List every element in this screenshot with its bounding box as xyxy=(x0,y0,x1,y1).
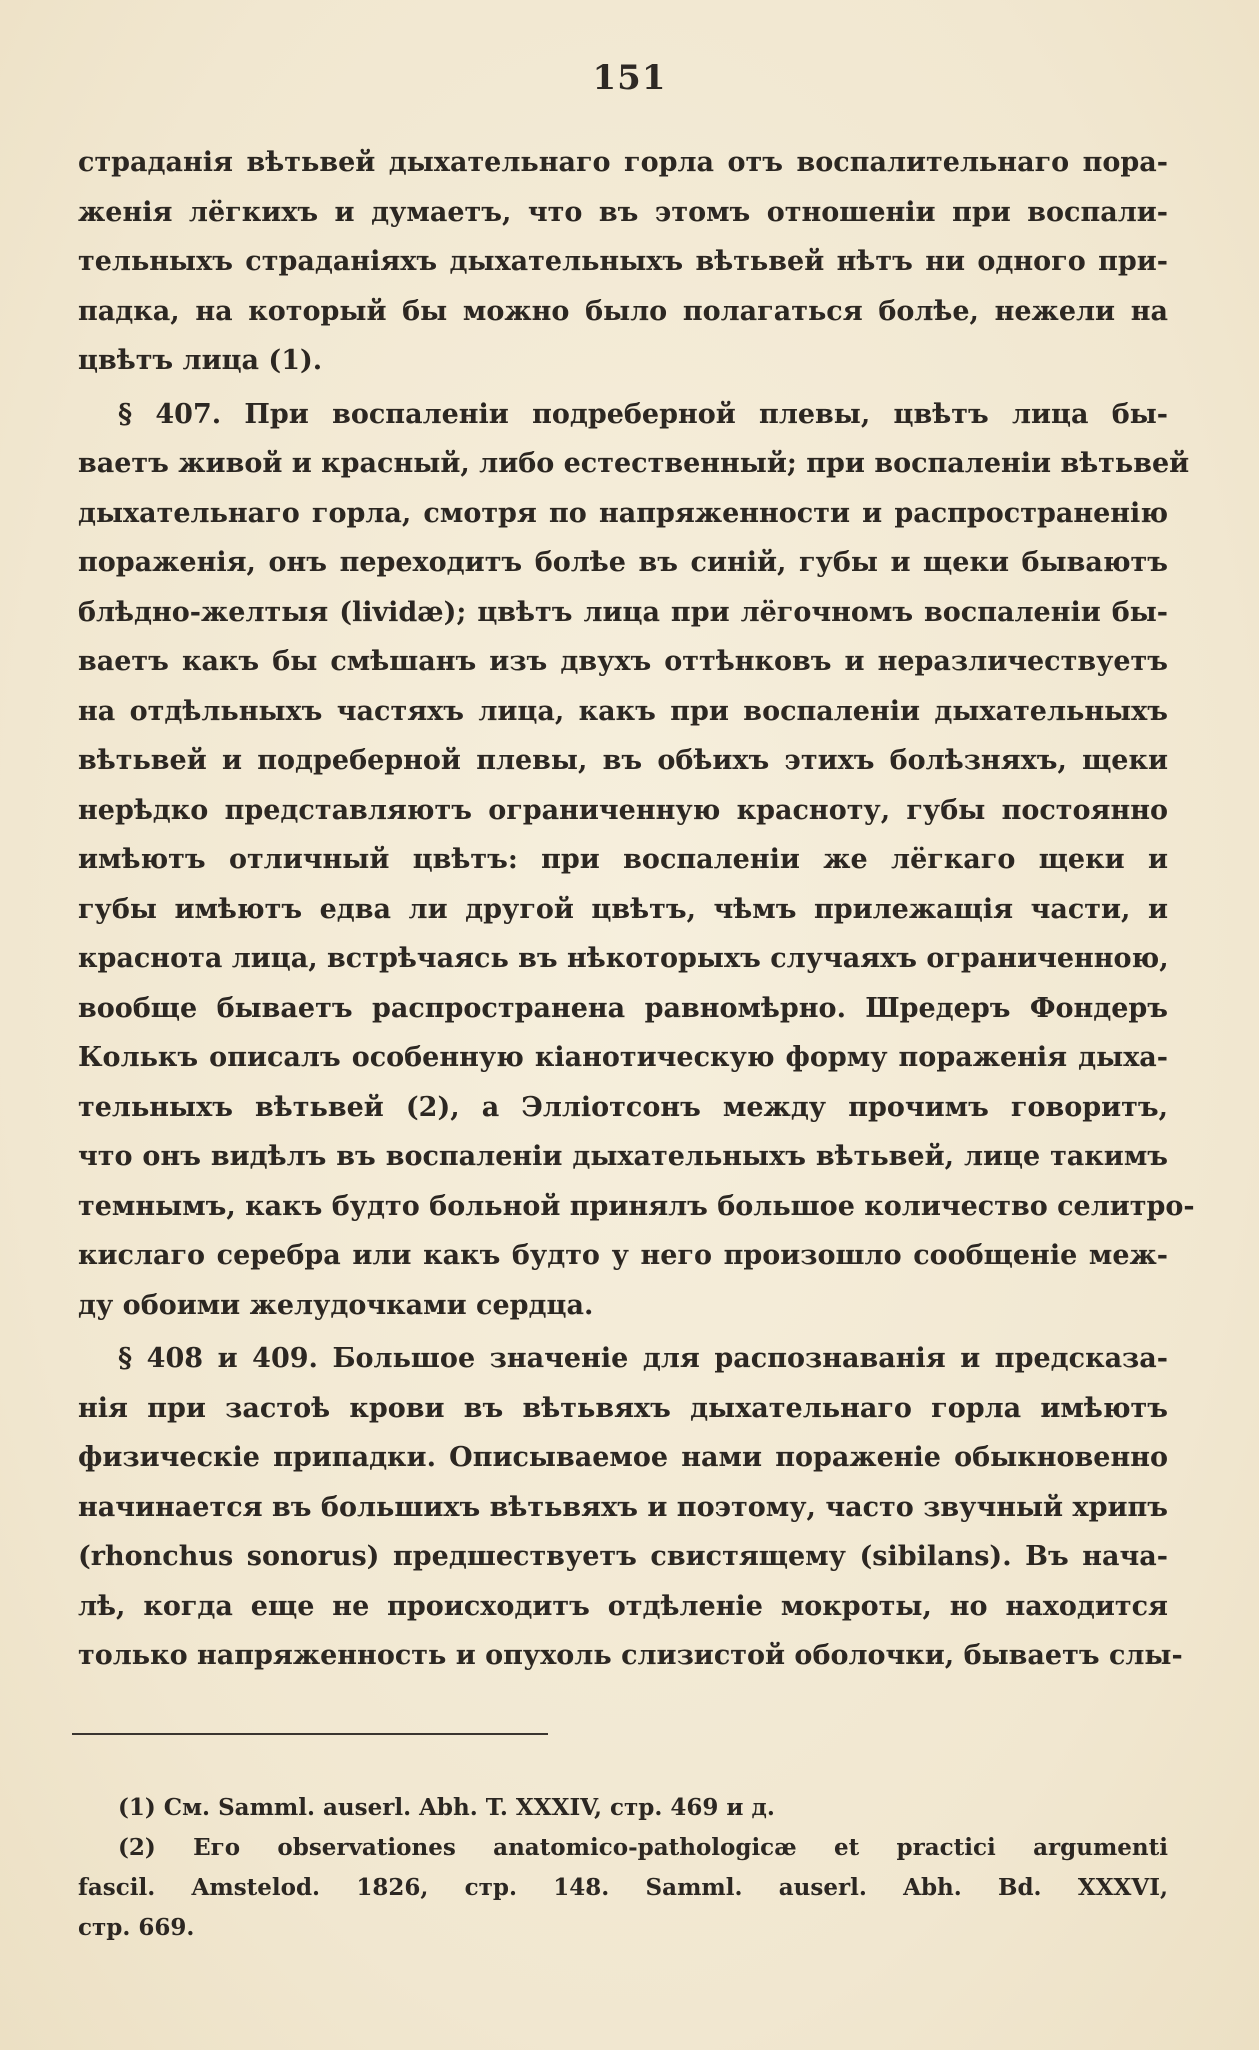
text-line: нія при застоѣ крови въ вѣтьвяхъ дыхательнаго горла имѣютъ xyxy=(78,1392,1168,1424)
main-text xyxy=(78,138,1195,1681)
text-line: ваетъ какъ бы смѣшанъ изъ двухъ оттѣнковъ и неразличествуетъ xyxy=(78,646,1168,677)
text-line: Колькъ описалъ особенную кіанотическую форму пораженія дыха- xyxy=(78,1042,1168,1073)
text-line: ду обоими желудочками сердца. xyxy=(78,1289,594,1321)
text-line: лѣ, когда еще не происходитъ отдѣленіе мокроты, но находится xyxy=(78,1590,1168,1622)
text-line: только напряженность и опухоль слизистой оболочки, бываетъ слы- xyxy=(78,1640,1183,1671)
text-line: физическіе припадки. Описываемое нами пораженіе обыкновенно xyxy=(78,1442,1168,1473)
text-line: губы имѣютъ едва ли другой цвѣтъ, чѣмъ прилежащія части, и xyxy=(78,893,1168,925)
text-line: пораженія, онъ переходитъ болѣе въ синій, губы и щеки бываютъ xyxy=(78,547,1168,578)
text-line: страданія вѣтьвей дыхательнаго горла отъ воспалительнаго пора- xyxy=(78,147,1168,178)
text-line: цвѣтъ лица (1). xyxy=(78,345,323,376)
text-line: § 408 и 409. Большое значеніе для распознаванія и предсказа- xyxy=(118,1343,1168,1374)
text-line: падка, на который бы можно было полагаться болѣе, нежели на xyxy=(78,295,1168,327)
text-line: краснота лица, встрѣчаясь въ нѣкоторыхъ случаяхъ ограниченною, xyxy=(78,943,1169,974)
text-line: темнымъ, какъ будто больной принялъ большое количество селитро- xyxy=(78,1190,1195,1222)
footnotes xyxy=(78,1788,1168,1948)
footnote-line: fascil. Amstelod. 1826, стр. 148. Samml. auserl. Abh. Bd. XXXVI, xyxy=(78,1874,1168,1901)
text-line: тельныхъ страданіяхъ дыхательныхъ вѣтьвей нѣтъ ни одного при- xyxy=(78,246,1168,277)
text-line: блѣдно-желтыя (lividæ); цвѣтъ лица при лёгочномъ воспаленіи бы- xyxy=(78,596,1168,628)
text-line: вообще бываетъ распространена равномѣрно. Шредеръ Фондеръ xyxy=(78,992,1168,1024)
text-line: тельныхъ вѣтьвей (2), а Эллiотсонъ между прочимъ говоритъ, xyxy=(78,1091,1168,1123)
text-line: дыхательнаго горла, смотря по напряженности и распространенію xyxy=(78,497,1168,529)
text-line: женія лёгкихъ и думаетъ, что въ этомъ отношеніи при воспали- xyxy=(78,196,1168,228)
text-line: нерѣдко представляютъ ограниченную красноту, губы постоянно xyxy=(78,794,1168,826)
text-line: (rhonchus sonorus) предшествуетъ свистящему (sibilans). Въ нача- xyxy=(78,1541,1168,1572)
footnote-separator xyxy=(72,1733,548,1735)
text-line: § 407. При воспаленіи подреберной плевы, цвѣтъ лица бы- xyxy=(118,398,1168,430)
text-line: ваетъ живой и красный, либо естественный; при воспаленіи вѣтьвей xyxy=(78,448,1190,479)
footnote-line: (2) Его observationes anatomico-pathologicæ et practici argumenti xyxy=(118,1834,1168,1861)
text-line: имѣютъ отличный цвѣтъ: при воспаленіи же лёгкаго щеки и xyxy=(78,844,1168,875)
text-line: кислаго серебра или какъ будто у него произошло сообщеніе меж- xyxy=(78,1240,1168,1271)
text-line: на отдѣльныхъ частяхъ лица, какъ при воспаленіи дыхательныхъ xyxy=(78,695,1168,727)
text-line: начинается въ большихъ вѣтьвяхъ и поэтому, часто звучный хрипъ xyxy=(78,1491,1168,1523)
footnote-line: стр. 669. xyxy=(78,1914,195,1941)
page-number: 151 xyxy=(592,58,667,98)
text-line: вѣтьвей и подреберной плевы, въ обѣихъ этихъ болѣзняхъ, щеки xyxy=(78,745,1168,776)
footnote-line: (1) См. Samml. auserl. Abh. T. XXXIV, стр. 469 и д. xyxy=(118,1794,775,1821)
text-line: что онъ видѣлъ въ воспаленіи дыхательныхъ вѣтьвей, лице такимъ xyxy=(78,1141,1168,1172)
